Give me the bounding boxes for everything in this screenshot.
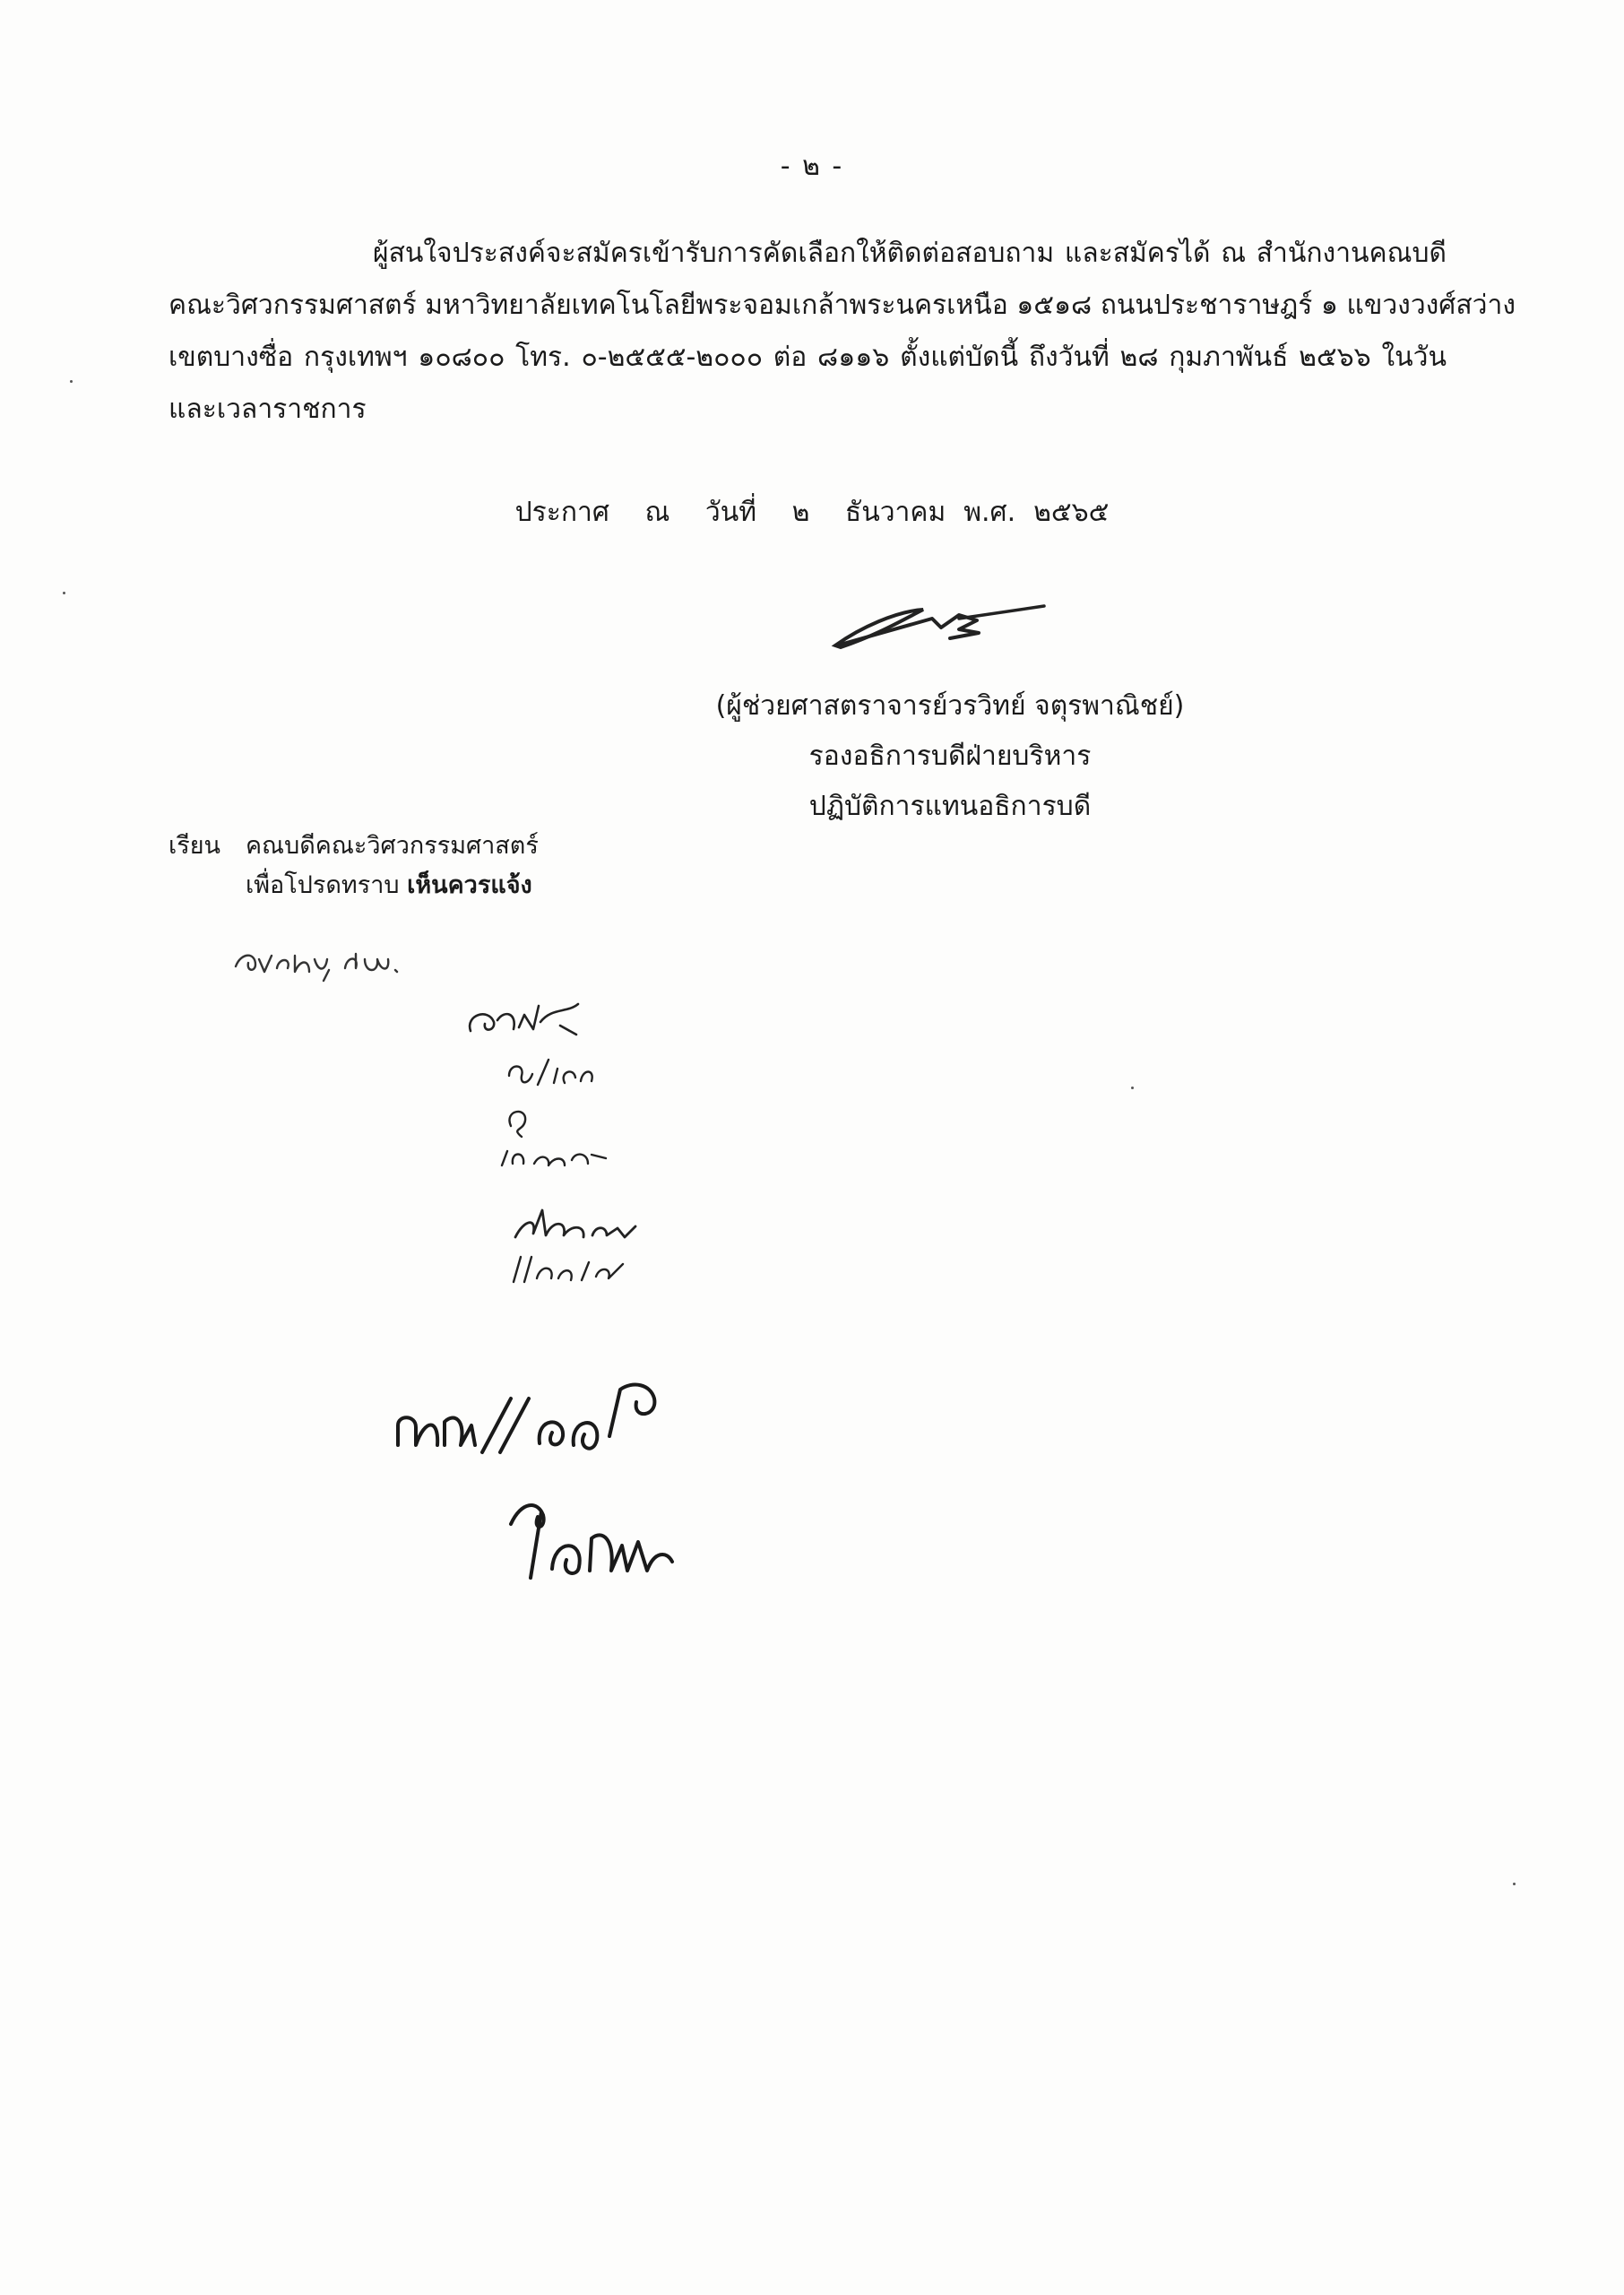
announcement-date — [0, 491, 1624, 533]
body-paragraph — [168, 228, 1516, 436]
recipient-label: เรียน — [168, 832, 221, 860]
handwritten-date — [502, 1049, 600, 1094]
recipient-note: เห็นควรแจ้ง — [407, 871, 532, 899]
scan-speck — [1513, 1883, 1516, 1885]
signatory-name: (ผู้ช่วยศาสตราจารย์วรวิทย์ จตุรพาณิชย์) — [715, 690, 1185, 722]
body-line: คณะวิศวกรรมศาสตร์ มหาวิทยาลัยเทคโนโลยีพระจอมเกล้าพระนครเหนือ ๑๕๑๘ ถนนประชาราษฎร์ ๑ แขวงวงศ์สว่าง — [168, 290, 1516, 321]
recipient-block — [168, 827, 539, 905]
signature-block — [681, 681, 1219, 832]
handwritten-reference — [385, 1363, 681, 1470]
announce-at: ณ — [644, 497, 670, 528]
announce-era: พ.ศ. — [963, 497, 1016, 528]
signatory-signature — [825, 583, 1058, 663]
announce-day: ๒ — [791, 497, 810, 528]
announce-month: ธันวาคม — [844, 497, 946, 528]
scan-speck — [1131, 1087, 1134, 1089]
announce-prefix: ประกาศ — [514, 497, 609, 528]
signatory-position: รองอธิการบดีฝ่ายบริหาร — [808, 740, 1092, 772]
recipient-to: คณบดีคณะวิศวกรรมศาสตร์ — [246, 832, 539, 860]
scan-speck — [63, 592, 65, 594]
body-line: เขตบางซื่อ กรุงเทพฯ ๑๐๘๐๐ โทร. ๐-๒๕๕๕-๒๐๐๐ ต่อ ๘๑๑๖ ตั้งแต่บัดนี้ ถึงวันที่ ๒๘ กุมภาพันธ์ ๒๕๖๖ ในวัน — [168, 342, 1447, 373]
signatory-acting: ปฏิบัติการแทนอธิการบดี — [808, 791, 1092, 822]
body-line: และเวลาราชการ — [168, 394, 367, 425]
handwritten-date — [506, 1246, 632, 1291]
announce-day-label: วันที่ — [704, 497, 757, 528]
handwritten-initial — [498, 1101, 633, 1182]
page-number: - ๒ - — [780, 151, 844, 182]
handwritten-signature — [502, 1488, 699, 1587]
body-line: ผู้สนใจประสงค์จะสมัครเข้ารับการคัดเลือกให้ติดต่อสอบถาม และสมัครได้ ณ สำนักงานคณบดี — [373, 238, 1447, 269]
announce-year: ๒๕๖๕ — [1033, 497, 1110, 528]
recipient-purpose: เพื่อโปรดทราบ — [246, 871, 400, 899]
handwritten-note — [229, 932, 435, 986]
scan-speck — [70, 380, 73, 383]
